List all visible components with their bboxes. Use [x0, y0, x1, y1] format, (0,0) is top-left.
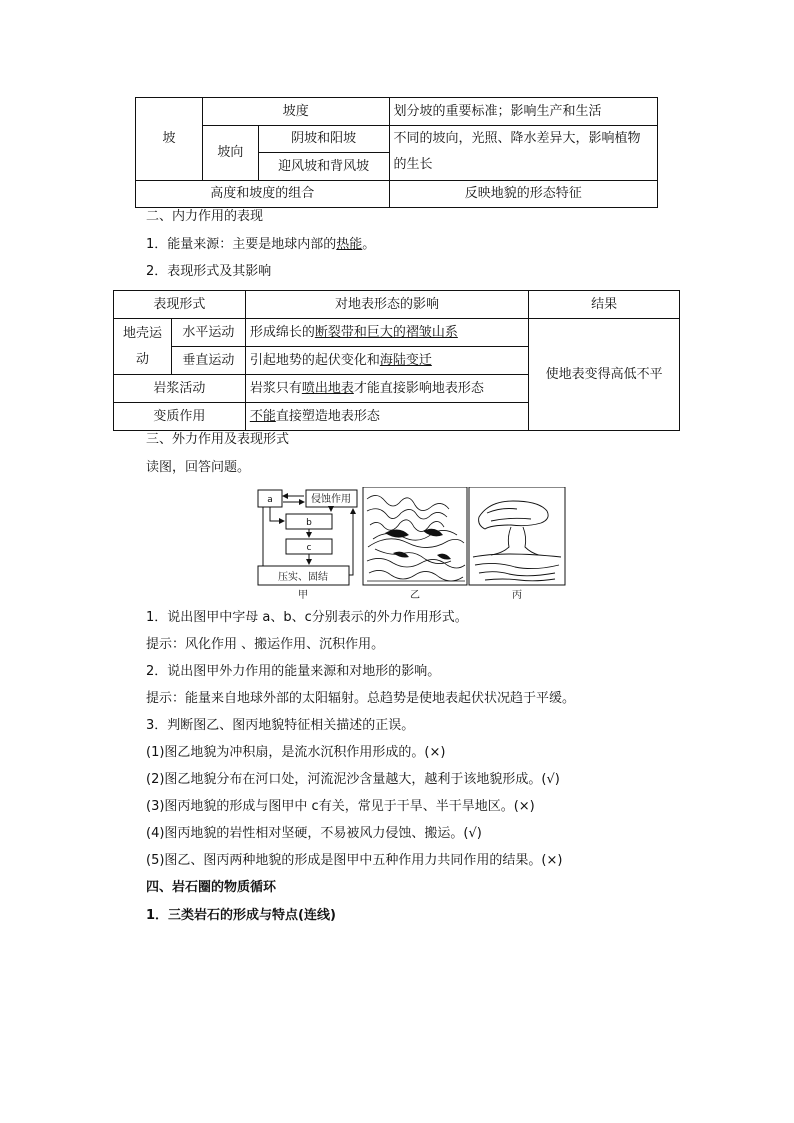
label-bing: 丙	[512, 590, 522, 601]
slope-aspect-cell: 坡向	[202, 126, 258, 181]
header-form: 表现形式	[114, 291, 246, 319]
crust-movement-cell: 地壳运动	[114, 319, 172, 375]
windward-leeward-slope-cell: 迎风坡和背风坡	[258, 153, 389, 181]
diagram-jia	[258, 490, 357, 585]
effect-key: 喷出地表	[301, 380, 354, 396]
judgement-3: (3)图丙地貌的形成与图甲中 c有关，常见于干旱、半干旱地区。(×)	[146, 799, 535, 814]
effect-prefix: 形成绵长的	[249, 324, 315, 340]
section4-item1: 1．三类岩石的形成与特点(连线)	[146, 908, 336, 923]
result-cell: 使地表变得高低不平	[529, 319, 680, 431]
figure-svg	[255, 487, 567, 601]
question-1: 1．说出图甲中字母 a、b、c分别表示的外力作用形式。	[146, 610, 468, 625]
box-b-label: b	[306, 518, 312, 528]
judgement-4: (4)图丙地貌的岩性相对坚硬，不易被风力侵蚀、搬运。(√)	[146, 826, 482, 841]
judgement-5: (5)图乙、图丙两种地貌的形成是图甲中五种作用力共同作用的结果。(×)	[146, 853, 563, 868]
answer-2: 提示：能量来自地球外部的太阳辐射。总趋势是使地表起伏状况趋于平缓。	[146, 691, 576, 706]
slope-table	[135, 97, 658, 208]
label-yi: 乙	[410, 590, 420, 601]
magma-activity-cell: 岩浆活动	[114, 375, 246, 403]
metamorphism-effect-cell	[245, 403, 528, 431]
section3-heading: 三、外力作用及表现形式	[146, 432, 290, 447]
slope-degree-effect: 划分坡的重要标准；影响生产和生活	[389, 98, 657, 126]
box-c-label: c	[306, 543, 312, 553]
magma-effect-cell	[245, 375, 528, 403]
horizontal-effect-cell	[245, 319, 528, 347]
item1-suffix: 。	[362, 237, 376, 252]
exogenic-figure	[255, 487, 567, 601]
section2-item1	[146, 236, 375, 254]
picture-yi-alluvial-fan	[363, 487, 467, 585]
effect-suffix: 才能直接影响地表形态	[353, 380, 484, 396]
box-compact-label: 压实、固结	[278, 572, 328, 583]
slope-aspect-effect: 不同的坡向，光照、降水差异大，影响植物的生长	[389, 126, 657, 181]
section4-heading: 四、岩石圈的物质循环	[146, 880, 277, 895]
effect-prefix: 岩浆只有	[249, 380, 302, 396]
effect-key: 海陆变迁	[379, 352, 432, 368]
section3-intro: 读图，回答问题。	[146, 460, 251, 475]
question-3: 3．判断图乙、图丙地貌特征相关描述的正误。	[146, 718, 415, 733]
horizontal-movement-cell: 水平运动	[171, 319, 245, 347]
vertical-effect-cell	[245, 347, 528, 375]
header-effect: 对地表形态的影响	[245, 291, 528, 319]
vertical-movement-cell: 垂直运动	[171, 347, 245, 375]
slope-degree-cell: 坡度	[202, 98, 389, 126]
effect-key: 断裂带和巨大的褶皱山系	[314, 324, 458, 340]
effect-suffix: 直接塑造地表形态	[275, 408, 380, 424]
box-erosion-label: 侵蚀作用	[311, 494, 351, 505]
effect-prefix: 引起地势的起伏变化和	[249, 352, 380, 368]
picture-bing-mushroom-rock	[469, 487, 565, 585]
judgement-2: (2)图乙地貌分布在河口处，河流泥沙含量越大，越利于该地貌形成。(√)	[146, 772, 560, 787]
effect-key: 不能	[249, 408, 276, 424]
box-a-label: a	[267, 495, 273, 505]
question-2: 2．说出图甲外力作用的能量来源和对地形的影响。	[146, 664, 441, 679]
endogenic-table	[113, 290, 680, 431]
shady-sunny-slope-cell: 阴坡和阳坡	[258, 126, 389, 153]
judgement-1: (1)图乙地貌为冲积扇，是流水沉积作用形成的。(×)	[146, 745, 446, 760]
slope-header-cell: 坡	[136, 98, 203, 181]
item1-key-term: 热能	[336, 237, 363, 252]
height-slope-combination-cell: 高度和坡度的组合	[136, 181, 390, 208]
section2-heading: 二、内力作用的表现	[146, 209, 264, 224]
metamorphism-cell: 变质作用	[114, 403, 246, 431]
answer-1: 提示：风化作用 、搬运作用、沉积作用。	[146, 637, 385, 652]
label-jia: 甲	[298, 590, 308, 601]
landform-feature-cell: 反映地貌的形态特征	[389, 181, 657, 208]
header-result: 结果	[529, 291, 680, 319]
item1-prefix: 1．能量来源：主要是地球内部的	[146, 237, 337, 252]
section2-item2: 2．表现形式及其影响	[146, 264, 272, 279]
